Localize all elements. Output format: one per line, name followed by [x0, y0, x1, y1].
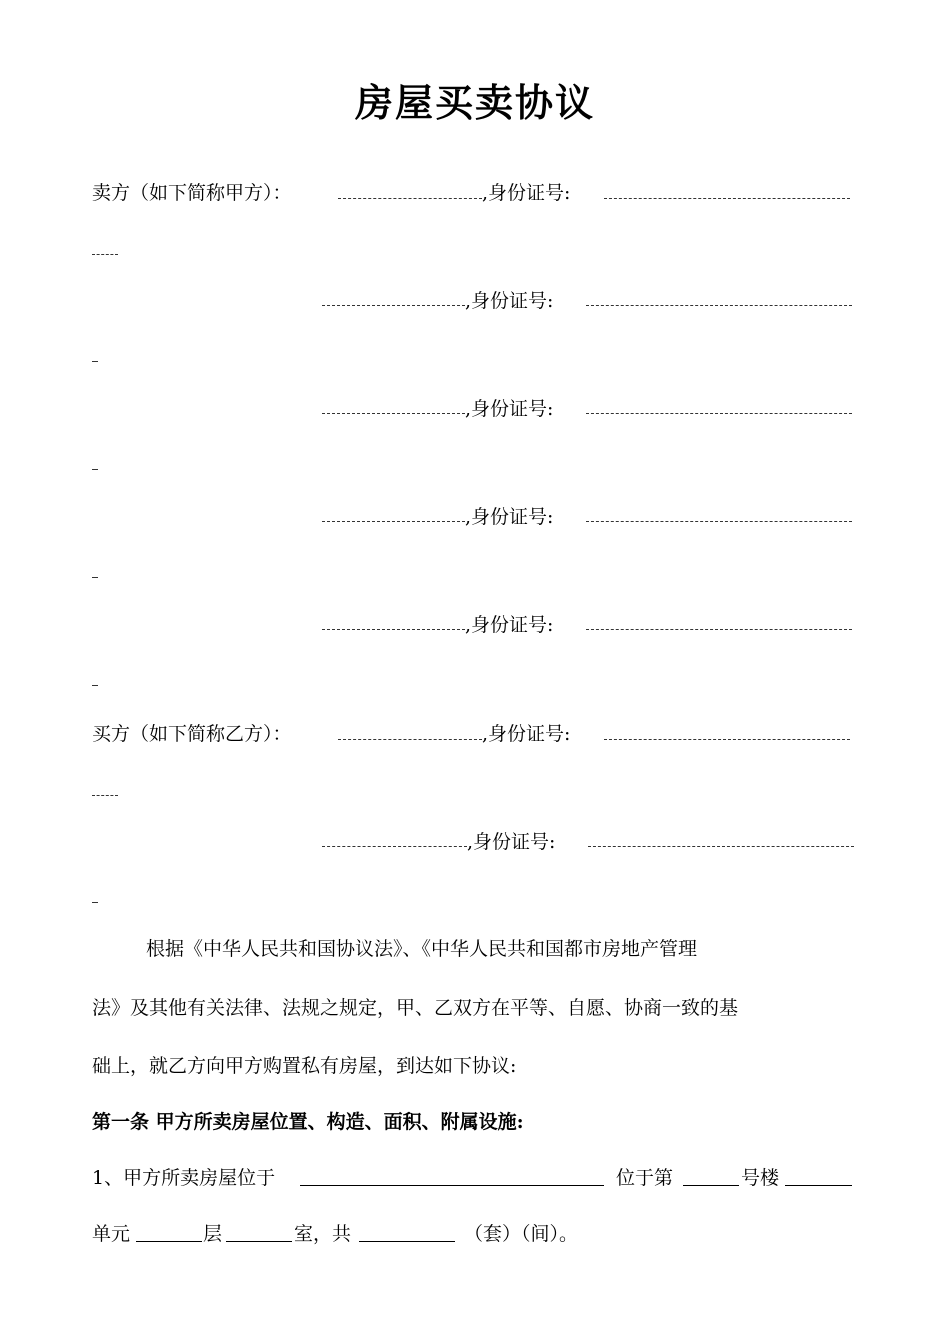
buyer-id-label: ,身份证号: [482, 723, 571, 745]
seller-id-blank-4-continued [92, 577, 98, 578]
seller-id-blank-continued [92, 254, 118, 255]
buyer-id-blank-continued [92, 795, 118, 796]
item-1-building-label: 号楼 [741, 1167, 780, 1189]
seller-name-blank[interactable] [338, 198, 482, 199]
buyer-label: 买方（如下简称乙方）： [92, 723, 292, 745]
floor-blank[interactable] [226, 1241, 292, 1242]
seller-id-label-2: ,身份证号: [465, 290, 554, 312]
buyer-name-blank[interactable] [338, 739, 482, 740]
seller-id-blank-3[interactable] [586, 413, 852, 414]
buyer-id-blank-2[interactable] [588, 846, 854, 847]
seller-id-label: ,身份证号: [482, 182, 571, 204]
seller-name-blank-3[interactable] [322, 413, 465, 414]
preamble-line-3: 础上，就乙方向甲方购置私有房屋，到达如下协议: [92, 1055, 517, 1077]
seller-id-label-5: ,身份证号: [465, 614, 554, 636]
item-1-floor-no-label: 位于第 [616, 1167, 674, 1189]
buyer-id-label-2: ,身份证号: [467, 831, 556, 853]
seller-id-label-4: ,身份证号: [465, 506, 554, 528]
seller-name-blank-2[interactable] [322, 305, 465, 306]
seller-id-label-3: ,身份证号: [465, 398, 554, 420]
document-title: 房屋买卖协议 [354, 80, 595, 125]
total-count-blank[interactable] [359, 1241, 455, 1242]
seller-label: 卖方（如下简称甲方）： [92, 182, 292, 204]
seller-id-blank-3-continued [92, 469, 98, 470]
preamble-line-2: 法》及其他有关法律、法规之规定，甲、乙双方在平等、自愿、协商一致的基 [92, 997, 739, 1019]
seller-id-blank-5-continued [92, 685, 98, 686]
unit-number-blank[interactable] [785, 1185, 852, 1186]
item-1-level-label: 层 [203, 1223, 223, 1245]
property-location-blank[interactable] [300, 1185, 604, 1186]
seller-id-blank-5[interactable] [586, 629, 852, 630]
item-1-prefix: 1、甲方所卖房屋位于 [92, 1167, 276, 1189]
buyer-id-blank-2-continued [92, 902, 98, 903]
item-1-room-label: 室，共 [294, 1223, 352, 1245]
building-number-blank[interactable] [683, 1185, 739, 1186]
item-1-suffix: （套）（间）。 [464, 1223, 579, 1245]
seller-name-blank-5[interactable] [322, 629, 465, 630]
seller-id-blank-4[interactable] [586, 521, 852, 522]
seller-id-blank-2-continued [92, 361, 98, 362]
seller-id-blank[interactable] [604, 198, 850, 199]
item-1-unit-label: 单元 [92, 1223, 131, 1245]
seller-name-blank-4[interactable] [322, 521, 465, 522]
buyer-id-blank[interactable] [604, 739, 850, 740]
preamble-line-1: 根据《中华人民共和国协议法》、《中华人民共和国都市房地产管理 [146, 938, 698, 960]
buyer-name-blank-2[interactable] [322, 846, 467, 847]
seller-id-blank-2[interactable] [586, 305, 852, 306]
unit-blank[interactable] [136, 1241, 202, 1242]
article-1-heading: 第一条 甲方所卖房屋位置、构造、面积、附属设施: [92, 1111, 524, 1133]
